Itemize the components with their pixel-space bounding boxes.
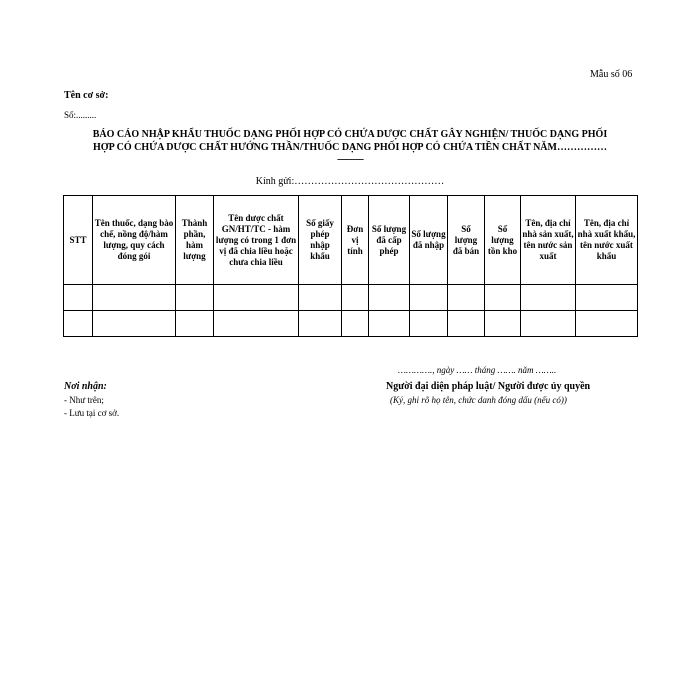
table-cell[interactable] — [448, 285, 485, 311]
table-cell[interactable] — [369, 285, 410, 311]
facility-label: Tên cơ sở: — [64, 90, 109, 101]
table-cell[interactable] — [64, 311, 93, 337]
header-drug-name: Tên thuốc, dạng bào chế, nồng độ/hàm lượng, quy cách đóng gói — [93, 196, 176, 285]
header-composition: Thành phần, hàm lượng — [176, 196, 214, 285]
signature-representative: Người đại diện pháp luật/ Người được ủy quyền — [386, 381, 591, 392]
header-imported-quantity: Số lượng đã nhập — [410, 196, 448, 285]
table-cell[interactable] — [576, 311, 638, 337]
title-separator: ------------- — [337, 154, 363, 164]
table-cell[interactable] — [299, 285, 342, 311]
table-cell[interactable] — [93, 311, 176, 337]
table-cell[interactable] — [299, 311, 342, 337]
document-number: Số:......... — [64, 110, 97, 120]
table-cell[interactable] — [176, 311, 214, 337]
form-number: Mẫu số 06 — [590, 69, 633, 80]
table-row — [64, 311, 638, 337]
table-cell[interactable] — [369, 311, 410, 337]
table-cell[interactable] — [214, 285, 299, 311]
header-exporter: Tên, địa chỉ nhà xuất khẩu, tên nước xuất khẩu — [576, 196, 638, 285]
report-title — [60, 128, 640, 154]
table-row — [64, 285, 638, 311]
table-cell[interactable] — [64, 285, 93, 311]
table-cell[interactable] — [485, 311, 521, 337]
signature-note: (Ký, ghi rõ họ tên, chức danh đóng dấu (nếu có)) — [390, 395, 567, 405]
table-cell[interactable] — [410, 311, 448, 337]
header-stock-quantity: Số lượng tồn kho — [485, 196, 521, 285]
header-import-license: Số giấy phép nhập khẩu — [299, 196, 342, 285]
header-stt: STT — [64, 196, 93, 285]
table-header-row — [64, 196, 638, 285]
table-cell[interactable] — [93, 285, 176, 311]
signature-date-line: …………., ngày …… tháng ……. năm …….. — [398, 365, 557, 375]
header-sold-quantity: Số lượng đã bán — [448, 196, 485, 285]
table-cell[interactable] — [485, 285, 521, 311]
table-cell[interactable] — [521, 311, 576, 337]
table-cell[interactable] — [521, 285, 576, 311]
table-cell[interactable] — [214, 311, 299, 337]
table-cell[interactable] — [410, 285, 448, 311]
table-cell[interactable] — [576, 285, 638, 311]
recipients-label: Nơi nhận: — [64, 381, 107, 392]
addressee-line: Kính gửi:……………………………………… — [255, 176, 445, 187]
table-cell[interactable] — [448, 311, 485, 337]
report-title-line-1: BÁO CÁO NHẬP KHẨU THUỐC DẠNG PHỐI HỢP CÓ CHỨA DƯỢC CHẤT GÂY NGHIỆN/ THUỐC DẠNG PHỐI — [92, 129, 608, 140]
report-table — [63, 195, 638, 337]
header-active-substance: Tên dược chất GN/HT/TC - hàm lượng có trong 1 đơn vị đã chia liều hoặc chưa chia liều — [214, 196, 299, 285]
table-cell[interactable] — [342, 285, 369, 311]
header-licensed-quantity: Số lượng đã cấp phép — [369, 196, 410, 285]
table-cell[interactable] — [342, 311, 369, 337]
recipient-item: - Như trên; — [64, 395, 104, 405]
report-title-line-2: HỢP CÓ CHỨA DƯỢC CHẤT HƯỚNG THẦN/THUỐC DẠNG PHỐI HỢP CÓ CHỨA TIỀN CHẤT NĂM…………… — [93, 142, 607, 153]
header-manufacturer: Tên, địa chỉ nhà sản xuất, tên nước sản xuất — [521, 196, 576, 285]
recipient-item: - Lưu tại cơ sở. — [64, 408, 120, 418]
header-unit: Đơn vị tính — [342, 196, 369, 285]
table-cell[interactable] — [176, 285, 214, 311]
